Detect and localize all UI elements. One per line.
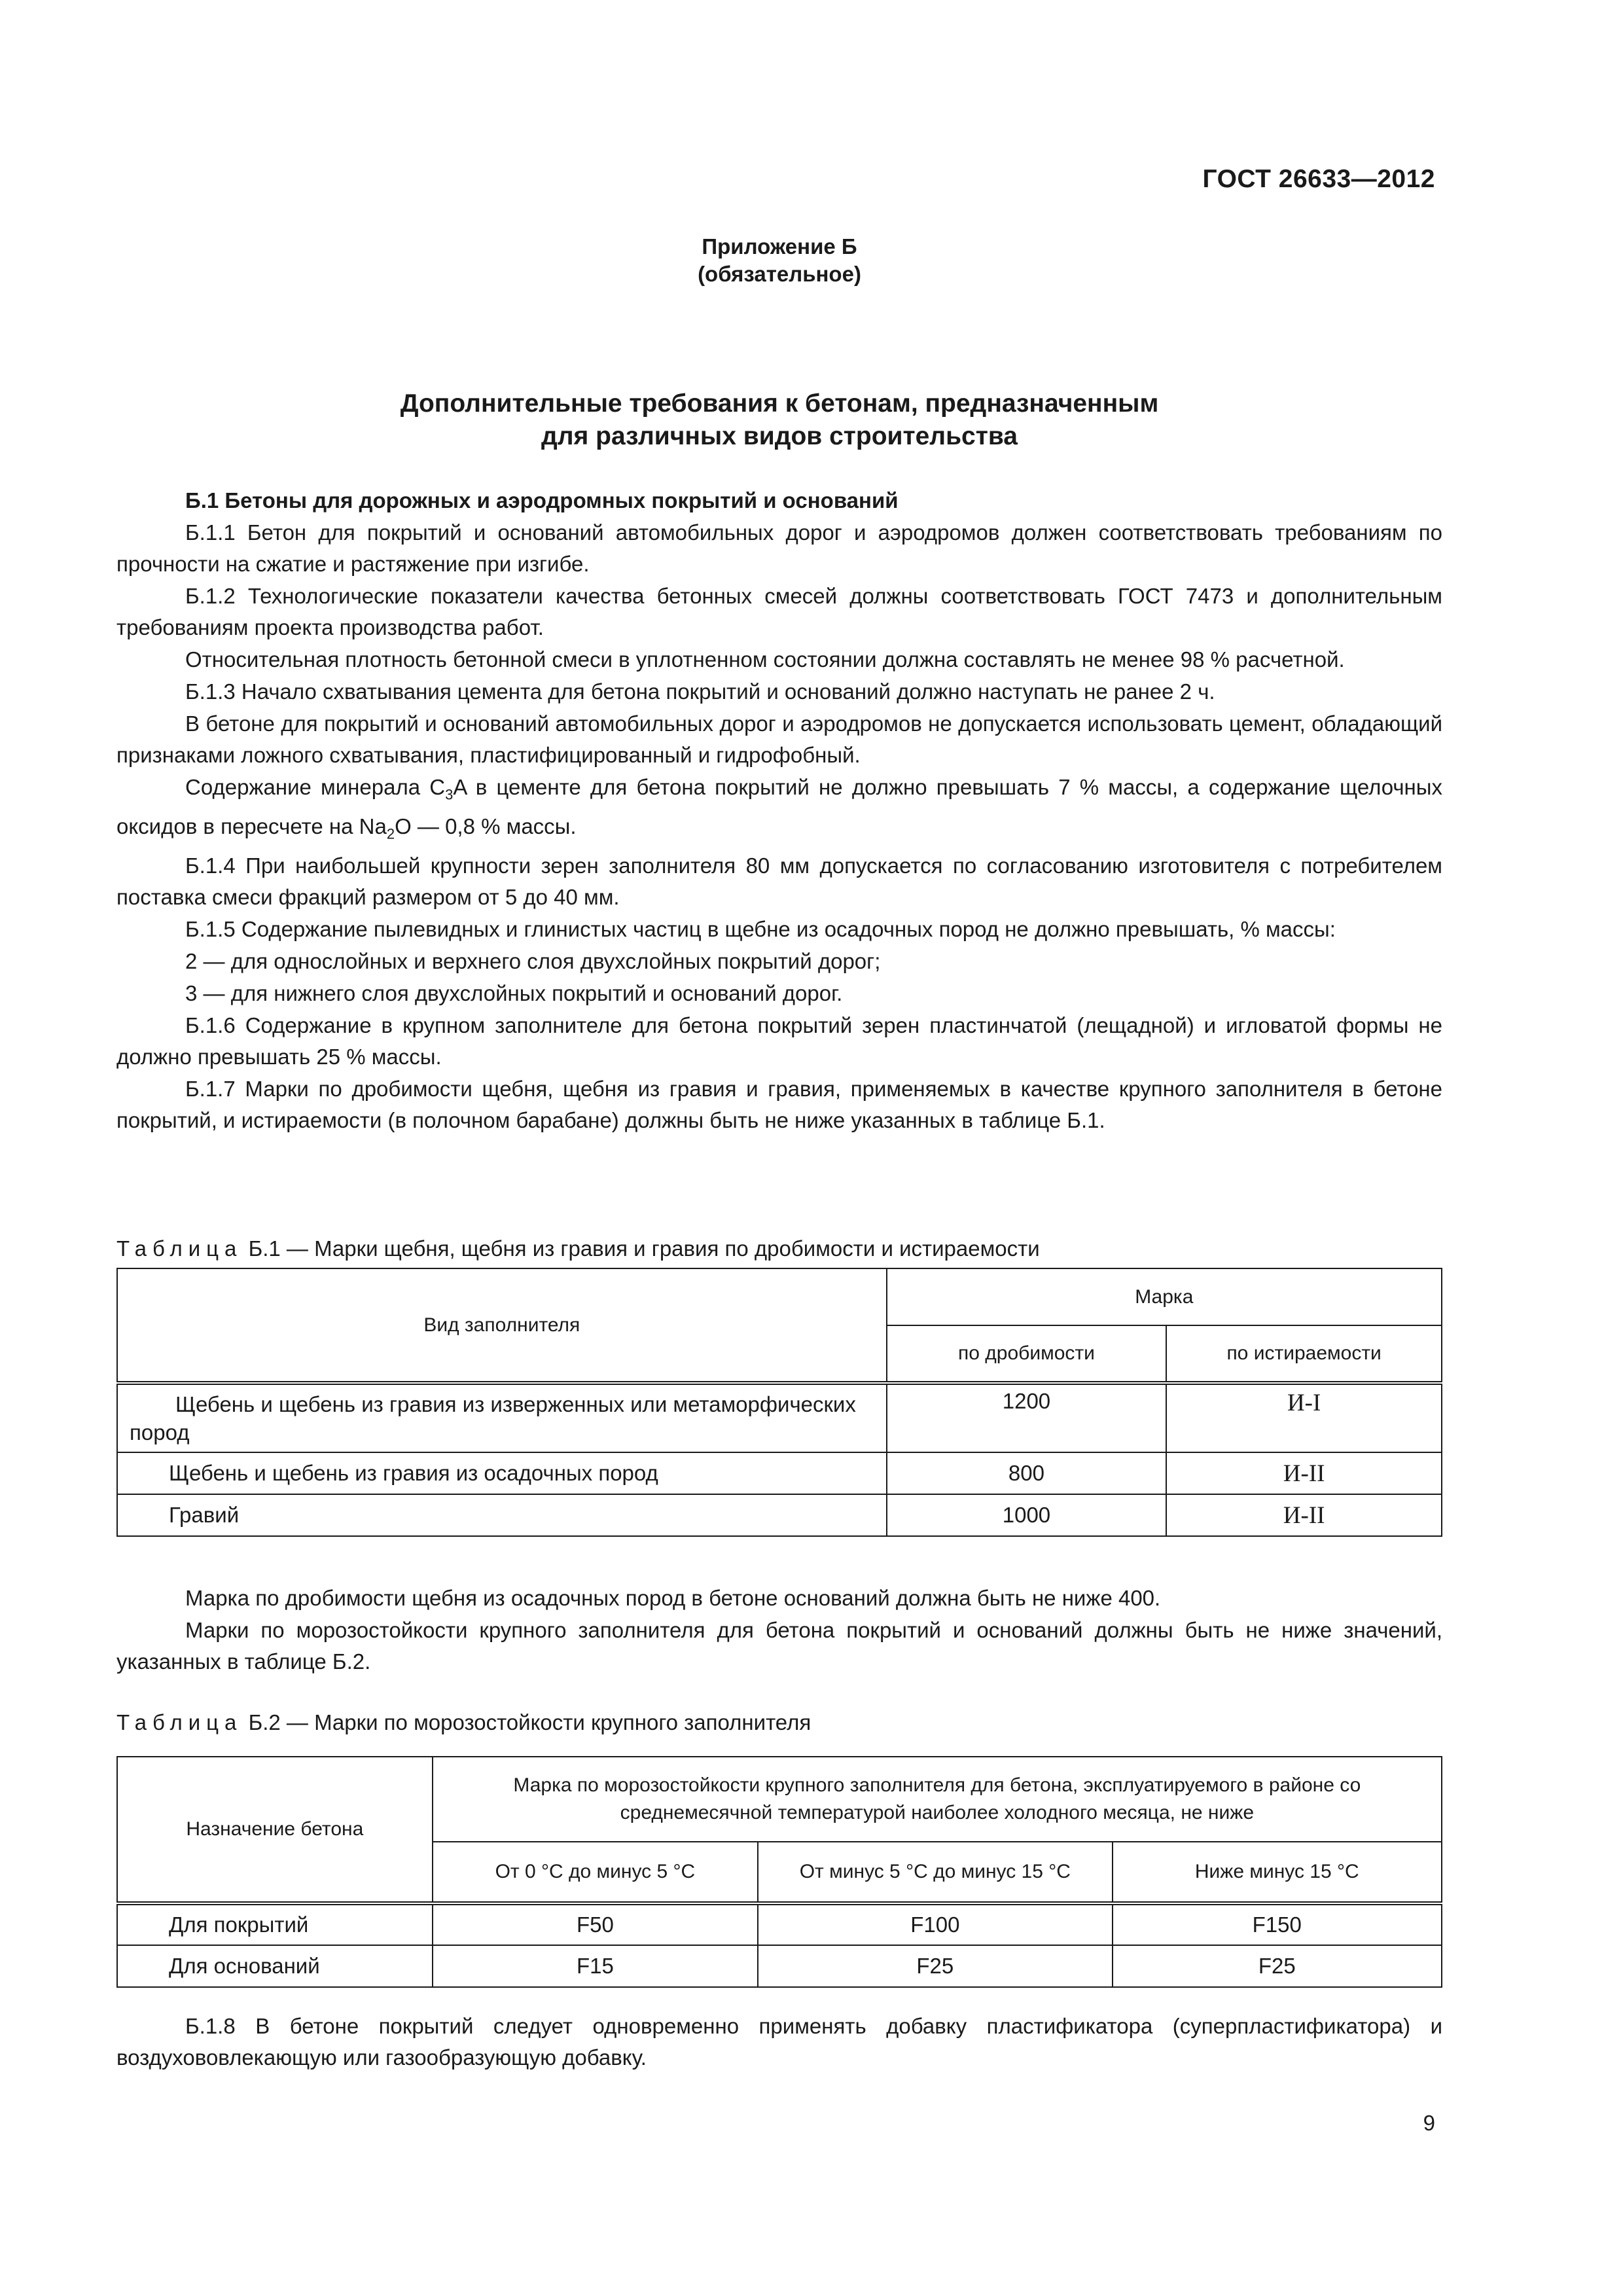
table1-header-abrasion: по истираемости <box>1166 1325 1442 1383</box>
table1-header-crush: по дробимости <box>887 1325 1167 1383</box>
table-row <box>117 1903 1442 1945</box>
table2-cell-a: F50 <box>433 1903 758 1945</box>
appendix-heading <box>116 233 1442 288</box>
table-b1 <box>116 1268 1442 1537</box>
table1-cell-crush: 1200 <box>887 1383 1167 1452</box>
table2-caption <box>116 1710 811 1735</box>
table1-cell-crush: 800 <box>887 1452 1167 1494</box>
section-title <box>116 387 1442 453</box>
section-heading-b1: Б.1 Бетоны для дорожных и аэродромных покрытий и оснований <box>185 488 899 512</box>
paragraph-b1-7: Б.1.7 Марки по дробимости щебня, щебня из гравия и гравия, применяемых в качестве крупного заполнителя в бетоне покрытий, и истираемости (в полочном барабане) должны быть не ниже указанных в таблице Б.1. <box>116 1077 1442 1133</box>
formula-subscript: 2 <box>386 825 395 842</box>
body-text-top <box>116 485 1442 1137</box>
appendix-title: Приложение Б <box>702 234 857 259</box>
table2-cell-b: F25 <box>758 1945 1112 1987</box>
table1-caption-text: Б.1 — Марки щебня, щебня из гравия и гравия по дробимости и истираемости <box>248 1236 1040 1261</box>
table-row <box>117 1383 1442 1452</box>
paragraph-crush-400: Марка по дробимости щебня из осадочных пород в бетоне оснований должна быть не ниже 400. <box>185 1586 1161 1610</box>
table2-header-range-a: От 0 °С до минус 5 °С <box>433 1842 758 1903</box>
table1-cell-crush: 1000 <box>887 1494 1167 1536</box>
table1-header-type: Вид заполнителя <box>117 1268 887 1383</box>
table-row <box>117 1452 1442 1494</box>
table1-header-mark: Марка <box>887 1268 1442 1325</box>
paragraph-b1-6: Б.1.6 Содержание в крупном заполнителе для бетона покрытий зерен пластинчатой (лещадной) и игловатой формы не должно превышать 25 % массы. <box>116 1013 1442 1069</box>
paragraph-cement: В бетоне для покрытий и оснований автомобильных дорог и аэродромов не допускается использовать цемент, обладающий признаками ложного схватывания, пластифицированный и гидрофобный. <box>116 711 1442 767</box>
table2-caption-word: Таблица <box>116 1710 243 1734</box>
table1-cell-abrasion: И-I <box>1166 1383 1442 1452</box>
paragraph-b1-2: Б.1.2 Технологические показатели качества бетонных смесей должны соответствовать ГОСТ 7473 и дополнительным требованиям проекта производства работ. <box>116 584 1442 639</box>
paragraph-frost: Марки по морозостойкости крупного заполнителя для бетона покрытий и оснований должны быть не ниже значений, указанных в таблице Б.2. <box>116 1618 1442 1674</box>
paragraph-b1-4: Б.1.4 При наибольшей крупности зерен заполнителя 80 мм допускается по согласованию изготовителя с потребителем поставка смеси фракций размером от 5 до 40 мм. <box>116 853 1442 910</box>
table2-cell-c: F150 <box>1113 1903 1442 1945</box>
table2-header-group: Марка по морозостойкости крупного заполнителя для бетона, эксплуатируемого в районе со среднемесячной температурой наиболее холодного месяца, не ниже <box>433 1757 1442 1842</box>
list-item-3: 3 — для нижнего слоя двухслойных покрытий и оснований дорог. <box>185 981 843 1006</box>
paragraph-b1-3: Б.1.3 Начало схватывания цемента для бетона покрытий и оснований должно наступать не ранее 2 ч. <box>185 679 1215 704</box>
table2-cell-a: F15 <box>433 1945 758 1987</box>
formula-subscript: 3 <box>445 786 454 803</box>
paragraph-density: Относительная плотность бетонной смеси в уплотненном состоянии должна составлять не менее 98 % расчетной. <box>185 647 1345 672</box>
section-title-line2: для различных видов строительства <box>541 422 1018 450</box>
table2-caption-text: Б.2 — Марки по морозостойкости крупного заполнителя <box>248 1710 812 1734</box>
section-title-line1: Дополнительные требования к бетонам, предназначенным <box>400 389 1159 418</box>
table1-cell-type: Щебень и щебень из гравия из осадочных пород <box>117 1452 887 1494</box>
body-text-middle <box>116 1583 1442 1678</box>
paragraph-b1-8: Б.1.8 В бетоне покрытий следует одновременно применять добавку пластификатора (суперпластификатора) и воздухововлекающую или газообразующую добавку. <box>116 2014 1442 2070</box>
body-text-bottom <box>116 2011 1442 2074</box>
document-code: ГОСТ 26633—2012 <box>1202 165 1435 193</box>
page-number: 9 <box>1423 2111 1435 2135</box>
table1-cell-type: Гравий <box>117 1494 887 1536</box>
table2-cell-c: F25 <box>1113 1945 1442 1987</box>
table-row <box>117 1494 1442 1536</box>
table1-caption <box>116 1236 1040 1261</box>
paragraph-b1-1: Б.1.1 Бетон для покрытий и оснований автомобильных дорог и аэродромов должен соответствовать требованиям по прочности на сжатие и растяжение при изгибе. <box>116 520 1442 576</box>
table1-cell-abrasion: И-II <box>1166 1494 1442 1536</box>
table2-cell-b: F100 <box>758 1903 1112 1945</box>
appendix-status: (обязательное) <box>698 262 861 286</box>
table1-cell-type: Щебень и щебень из гравия из изверженных или метаморфических пород <box>117 1383 887 1452</box>
table-b2 <box>116 1756 1442 1988</box>
table2-header-purpose: Назначение бетона <box>117 1757 433 1903</box>
table2-header-range-c: Ниже минус 15 °С <box>1113 1842 1442 1903</box>
paragraph-c3a: Содержание минерала $C_3A$ в цементе для бетона покрытий не должно превышать 7 % массы, а содержание щелочных оксидов в пересчете на $Na_2O$ — 0,8 % массы. <box>116 775 1442 842</box>
table1-caption-word: Таблица <box>116 1236 243 1261</box>
table2-cell-purpose: Для оснований <box>117 1945 433 1987</box>
table2-cell-purpose: Для покрытий <box>117 1903 433 1945</box>
paragraph-b1-5: Б.1.5 Содержание пылевидных и глинистых частиц в щебне из осадочных пород не должно превышать, % массы: <box>185 917 1336 942</box>
list-item-2: 2 — для однослойных и верхнего слоя двухслойных покрытий дорог; <box>185 949 881 974</box>
table2-header-range-b: От минус 5 °С до минус 15 °С <box>758 1842 1112 1903</box>
table1-cell-abrasion: И-II <box>1166 1452 1442 1494</box>
table-row <box>117 1945 1442 1987</box>
